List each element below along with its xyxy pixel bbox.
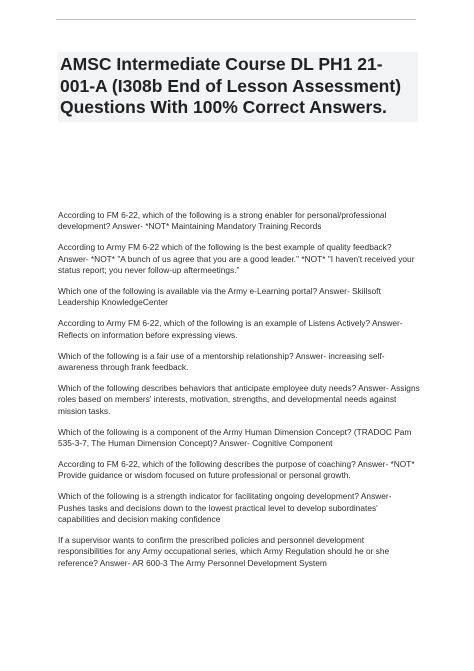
qa-item: According to Army FM 6-22 which of the following is the best example of quality feedback? Answer- *NOT* "A bunch of us agree that you are a good leader." *NOT* "I haven't received your status report; you never follow-up aftermeetings."	[58, 242, 415, 276]
qa-item: Which of the following is a fair use of a mentorship relationship? Answer- increasing self-awareness through frank feedback.	[58, 350, 385, 373]
qa-list	[58, 210, 420, 579]
qa-item: According to FM 6-22, which of the following is a strong enabler for personal/professional development? Answer- *NOT* Maintaining Mandatory Training Records	[58, 210, 387, 232]
header-rule	[56, 19, 416, 20]
document-title: AMSC Intermediate Course DL PH1 21-001-A (I308b End of Lesson Assessment) Questions With 100% Correct Answers.	[58, 52, 418, 122]
qa-item: According to FM 6-22, which of the following describes the purpose of coaching? Answer- *NOT* Provide guidance or wisdom focused on future professional or personal growth.	[58, 459, 415, 481]
qa-item: Which of the following describes behaviors that anticipate employee duty needs? Answer- Assigns roles based on members' interests, motivation, strengths, and developmental needs against mission tasks.	[58, 382, 420, 416]
qa-item: Which of the following is a component of the Army Human Dimension Concept? (TRADOC Pam 535-3-7, The Human Dimension Concept)? Answer- Cognitive Component	[58, 426, 412, 449]
qa-item: If a supervisor wants to confirm the prescribed policies and personnel development responsibilities for any Army occupational series, which Army Regulation should he or she reference? Answer- AR 600-3 The Army Personnel Development System	[58, 535, 390, 568]
qa-item: Which one of the following is available via the Army e-Learning portal? Answer- Skillsoft Leadership KnowledgeCenter	[58, 286, 381, 308]
qa-item: According to Army FM 6-22, which of the following is an example of Listens Actively? Answer- Reflects on information before expressing views.	[58, 318, 403, 340]
qa-item: Which of the following is a strength indicator for facilitating ongoing development? Answer- Pushes tasks and decisions down to the lowest practical level to develop subordinates' capabilities and decision making confidence	[58, 491, 392, 525]
